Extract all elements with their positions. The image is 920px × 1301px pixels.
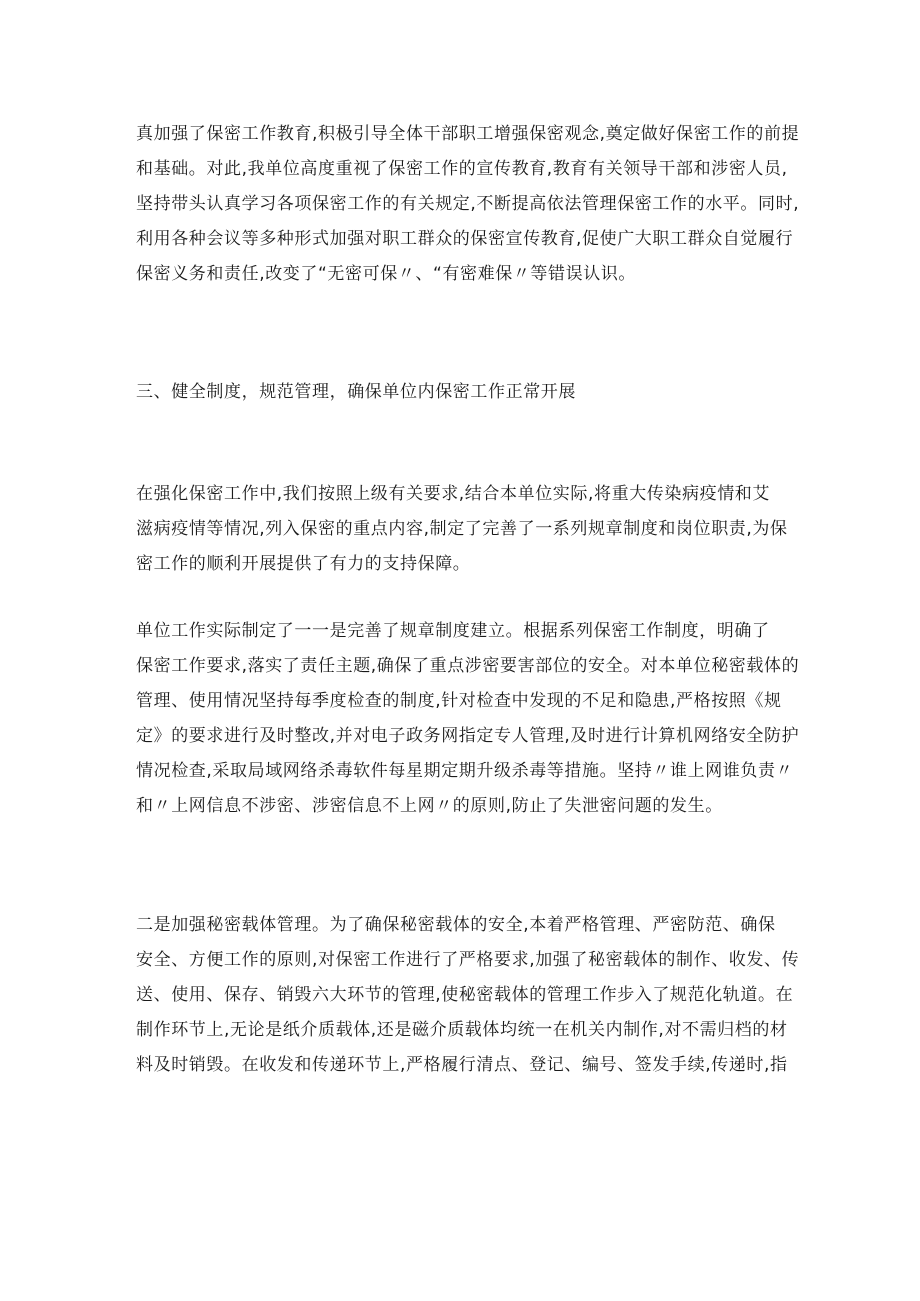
paragraph-4 [136,908,800,1083]
text-line: 和〃上网信息不涉密、涉密信息不上网〃的原则,防止了失泄密问题的发生。 [136,796,723,816]
text-line: 滋病疫情等情况,列入保密的重点内容,制定了完善了一系列规章制度和岗位职责,为保 [136,519,788,539]
text-line: 保密义务和责任,改变了“无密可保〃、“有密难保〃等错误认识。 [136,264,637,284]
text-line: 二是加强秘密载体管理。为了确保秘密载体的安全,本着严格管理、严密防范、确保 [136,915,776,935]
text-line: 送、使用、保存、销毁六大环节的管理,使秘密载体的管理工作步入了规范化轨道。在 [136,985,794,1005]
text-line: 坚持带头认真学习各项保密工作的有关规定,不断提高依法管理保密工作的水平。同时, [136,194,800,214]
section-heading [136,375,786,410]
text-line: 情况检查,采取局域网络杀毒软件每星期定期升级杀毒等措施。坚持〃谁上网谁负责〃 [136,761,794,781]
paragraph-1 [136,117,800,292]
text-line: 定》的要求进行及时整改,并对电子政务网指定专人管理,及时进行计算机网络安全防护 [136,726,800,746]
text-line: 真加强了保密工作教育,积极引导全体干部职工增强保密观念,奠定做好保密工作的前提 [136,124,800,144]
paragraph-2 [136,477,786,582]
text-line: 利用各种会议等多种形式加强对职工群众的保密宣传教育,促使广大职工群众自觉履行 [136,229,794,249]
heading-line: 三、健全制度，规范管理，确保单位内保密工作正常开展 [136,382,576,402]
text-line: 管理、使用情况坚持每季度检查的制度,针对检查中发现的不足和隐患,严格按照《规 [136,691,782,711]
text-line: 在强化保密工作中,我们按照上级有关要求,结合本单位实际,将重大传染病疫情和艾 [136,484,771,504]
text-line: 制作环节上,无论是纸介质载体,还是磁介质载体均统一在机关内制作,对不需归档的材 [136,1020,788,1040]
text-line: 密工作的顺利开展提供了有力的支持保障。 [136,554,471,574]
paragraph-3 [136,614,800,824]
text-line: 安全、方便工作的原则,对保密工作进行了严格要求,加强了秘密载体的制作、收发、传 [136,950,800,970]
text-line: 料及时销毁。在收发和传递环节上,严格履行清点、登记、编号、签发手续,传递时,指 [136,1055,788,1075]
text-line: 和基础。对此,我单位高度重视了保密工作的宣传教育,教育有关领导干部和涉密人员, [136,159,788,179]
text-line: 保密工作要求,落实了责任主题,确保了重点涉密要害部位的安全。对本单位秘密载体的 [136,656,800,676]
text-line: 单位工作实际制定了一一是完善了规章制度建立。根据系列保密工作制度，明确了 [136,621,770,641]
